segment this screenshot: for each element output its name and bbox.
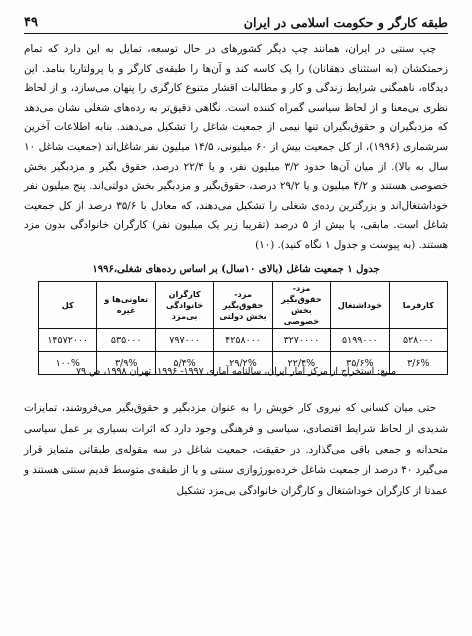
employment-table (38, 281, 448, 375)
running-header (24, 10, 448, 34)
column-header: مزد-حقوق‌بگیر بخش دولتی (214, 282, 272, 329)
column-header: مزد-حقوق‌بگیر بخش خصوصی (272, 282, 330, 329)
table-row (39, 329, 448, 352)
body-text-top (24, 40, 448, 256)
table-cell: ۲۹/۲% (214, 352, 272, 375)
table-cell: ۳/۹% (97, 352, 155, 375)
table-cell: ۵/۴% (155, 352, 213, 375)
paragraph: چپ سنتی در ایران، همانند چپ دیگر کشورهای در حال توسعه، تمایل به این دارد که تمام زحمتکشان (به استثنای دهقانان) را یک کاسه کند و آن‌ها را طبقه‌ی کارگر و یا پرولتاریا بنامد. این دیدگاه، ناهمگنی شرایط زندگی و کار و مطالبات اقشار متنوع کارگری را پنهان می‌سازد، و از لحاظ نظری بی‌معنا و از لحاظ سیاسی گمراه کننده است. نگاهی دقیق‌تر به رده‌های شغلی نشان می‌دهد که مزدبگیران و حقوق‌بگیران تنها نیمی از جمعیت شاغل را تشکیل می‌دهند. بنابه اطلاعات آخرین سرشماری (۱۹۹۶)، از کل جمعیت بیش از ۶۰ میلیونی، ۱۴/۵ میلیون نفر شاغل‌اند (جمعیت شاغل ۱۰ سال به بالا). از میان آن‌ها حدود ۳/۲ میلیون نفر، و یا ۲۲/۴ درصد، حقوق بگیر و مزدبگیر بخش خصوصی هستند و ۴/۲ میلیون و یا ۲۹/۲ درصد، حقوق‌بگیر و مزدبگیر بخش دولتی‌اند. پنج میلیون نفر خوداشتغال‌اند و بزرگترین رده‌ی شغلی را تشکیل می‌دهند، که معادل با ۳۵/۶ درصد از کل جمعیت شاغل است. مابقی، یا بیش از ۵ درصد (تقریبا زیر یک میلیون نفر) کارگران خانوادگی بدون مزد هستند. (به پیوست و جدول ۱ نگاه کنید). (۱۰) (24, 43, 448, 251)
table-cell: ۷۹۷۰۰۰ (155, 329, 213, 352)
table-cell: ۳۵/۶% (331, 352, 389, 375)
table-cell: ۱۴۵۷۲۰۰۰ (39, 329, 97, 352)
table-source-note: منبع: استخراج از مرکز آمار ایران، سالنامه آماری ۱۹۹۷- ۱۹۹۶، تهران ۱۹۹۸، ص ۷۹ (76, 366, 396, 377)
table-cell: ۳۲۷۰۰۰۰ (272, 329, 330, 352)
table-cell: ۱۰۰% (39, 352, 97, 375)
body-text-bottom (24, 398, 448, 502)
column-header: کل (39, 282, 97, 329)
table-caption: جدول ۱ جمعیت شاغل (بالای ۱۰سال) بر اساس رده‌های شغلی،۱۹۹۶ (92, 264, 380, 275)
header-title: طبقه کارگر و حکومت اسلامی در ایران (243, 15, 448, 30)
column-header: خوداشتغال (331, 282, 389, 329)
table-cell: ۴۲۵۸۰۰۰ (214, 329, 272, 352)
page-number: ۴۹ (24, 15, 38, 30)
table-cell: ۵۲۸۰۰۰ (389, 329, 447, 352)
column-header: کارگران خانوادگی بی‌مزد (155, 282, 213, 329)
table-cell: ۵۳۵۰۰۰ (97, 329, 155, 352)
table-cell: ۳/۶% (389, 352, 447, 375)
column-header: تعاونی‌ها و غیره (97, 282, 155, 329)
table-cell: ۲۲/۴% (272, 352, 330, 375)
table-cell: ۵۱۹۹۰۰۰ (331, 329, 389, 352)
column-header: کارفرما (389, 282, 447, 329)
paragraph: حتی میان کسانی که نیروی کار خویش را به عنوان مزدبگیر و حقوق‌بگیر می‌فروشند، تمایزات شدیدی از لحاظ شرایط اقتصادی، سیاسی و فرهنگی وجود دارد که اثرات بسیاری بر عمل سیاسی متحدانه و جمعی باقی می‌گذارد. در حقیقت، جمعیت شاغل در سه مقوله‌ی طبقاتی متمایز قرار می‌گیرد ۴۰ درصد از جمعیت شاغل خرده‌بورژوازی سنتی و یا از طبقه‌ی متوسط قدیم سنتی هستند و عمدتا از کارگران خوداشتغال و کارگران خانوادگی بی‌مزد تشکیل (24, 402, 448, 498)
table-header-row (39, 282, 448, 329)
